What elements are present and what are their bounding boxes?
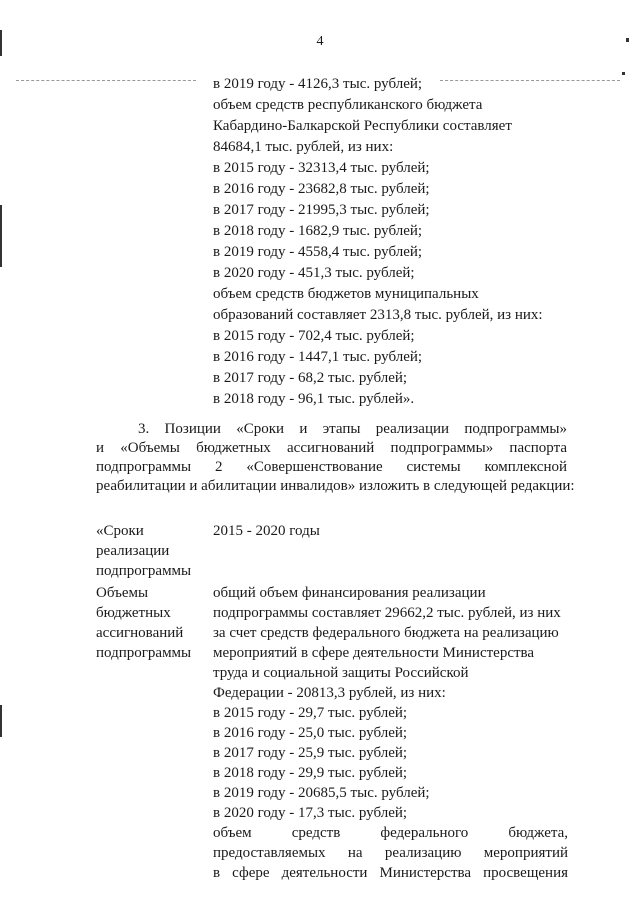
text-line: в 2015 году - 32313,4 тыс. рублей; (213, 160, 430, 176)
text-line: в 2020 году - 451,3 тыс. рублей; (213, 265, 415, 281)
volumes-line: в 2015 году - 29,7 тыс. рублей; (213, 705, 408, 721)
text-line: 84684,1 тыс. рублей, из них: (213, 139, 394, 155)
volumes-line: в 2020 году - 17,3 тыс. рублей; (213, 805, 408, 821)
text-line: в 2019 году - 4558,4 тыс. рублей; (213, 244, 423, 260)
text-line: образований составляет 2313,8 тыс. рублей, из них: (213, 307, 543, 323)
page-number: 4 (316, 34, 324, 49)
volumes-line: подпрограммы составляет 29662,2 тыс. рублей, из них (213, 605, 561, 621)
scan-dot-mark (622, 72, 625, 75)
text-line: в 2016 году - 1447,1 тыс. рублей; (213, 349, 423, 365)
text-line: 3. Позиции «Сроки и этапы реализации подпрограммы» (138, 421, 567, 437)
volumes-line: за счет средств федерального бюджета на реализацию (213, 625, 559, 641)
text-line: реабилитации и абилитации инвалидов» изложить в следующей редакции: (96, 478, 575, 494)
text-line: в 2017 году - 21995,3 тыс. рублей; (213, 202, 430, 218)
volumes-justified-line: объем средств федерального бюджета, (213, 825, 568, 841)
terms-label: реализации (96, 543, 170, 559)
volumes-label: ассигнований (96, 625, 184, 641)
volumes-line: в 2016 году - 25,0 тыс. рублей; (213, 725, 408, 741)
volumes-line: общий объем финансирования реализации (213, 585, 486, 601)
terms-value: 2015 - 2020 годы (213, 523, 320, 539)
text-line: в 2018 году - 1682,9 тыс. рублей; (213, 223, 423, 239)
volumes-label: подпрограммы (96, 645, 192, 661)
volumes-line: в 2018 году - 29,9 тыс. рублей; (213, 765, 408, 781)
volumes-label: бюджетных (96, 605, 171, 621)
volumes-justified-line: предоставляемых на реализацию мероприятий (213, 845, 568, 861)
text-line: и «Объемы бюджетных ассигнований подпрограммы» паспорта (96, 440, 567, 456)
volumes-justified-line: в сфере деятельности Министерства просвещения (213, 865, 568, 881)
volumes-line: в 2019 году - 20685,5 тыс. рублей; (213, 785, 430, 801)
text-line: в 2018 году - 96,1 тыс. рублей». (213, 391, 415, 407)
text-line: в 2019 году - 4126,3 тыс. рублей; (213, 76, 423, 92)
scan-dash-line (440, 80, 620, 81)
volumes-line: в 2017 году - 25,9 тыс. рублей; (213, 745, 408, 761)
terms-label: «Сроки (96, 523, 144, 539)
volumes-line: труда и социальной защиты Российской (213, 665, 469, 681)
scan-edge-mark (0, 30, 2, 56)
text-line: объем средств республиканского бюджета (213, 97, 483, 113)
paragraph-3 (96, 420, 575, 496)
text-line: в 2015 году - 702,4 тыс. рублей; (213, 328, 415, 344)
scan-dash-line (16, 80, 196, 81)
text-line: объем средств бюджетов муниципальных (213, 286, 479, 302)
scan-edge-mark (0, 705, 2, 737)
text-line: в 2017 году - 68,2 тыс. рублей; (213, 370, 408, 386)
text-line: в 2016 году - 23682,8 тыс. рублей; (213, 181, 430, 197)
text-line: Кабардино-Балкарской Республики составляет (213, 118, 512, 134)
volumes-line: Федерации - 20813,3 рублей, из них: (213, 685, 446, 701)
text-line: подпрограммы 2 «Совершенствование системы комплексной (96, 459, 567, 475)
volumes-line: мероприятий в сфере деятельности Министерства (213, 645, 535, 661)
scan-dot-mark (626, 38, 629, 42)
scan-edge-mark (0, 205, 2, 267)
terms-label: подпрограммы (96, 563, 192, 579)
volumes-label: Объемы (96, 585, 149, 601)
